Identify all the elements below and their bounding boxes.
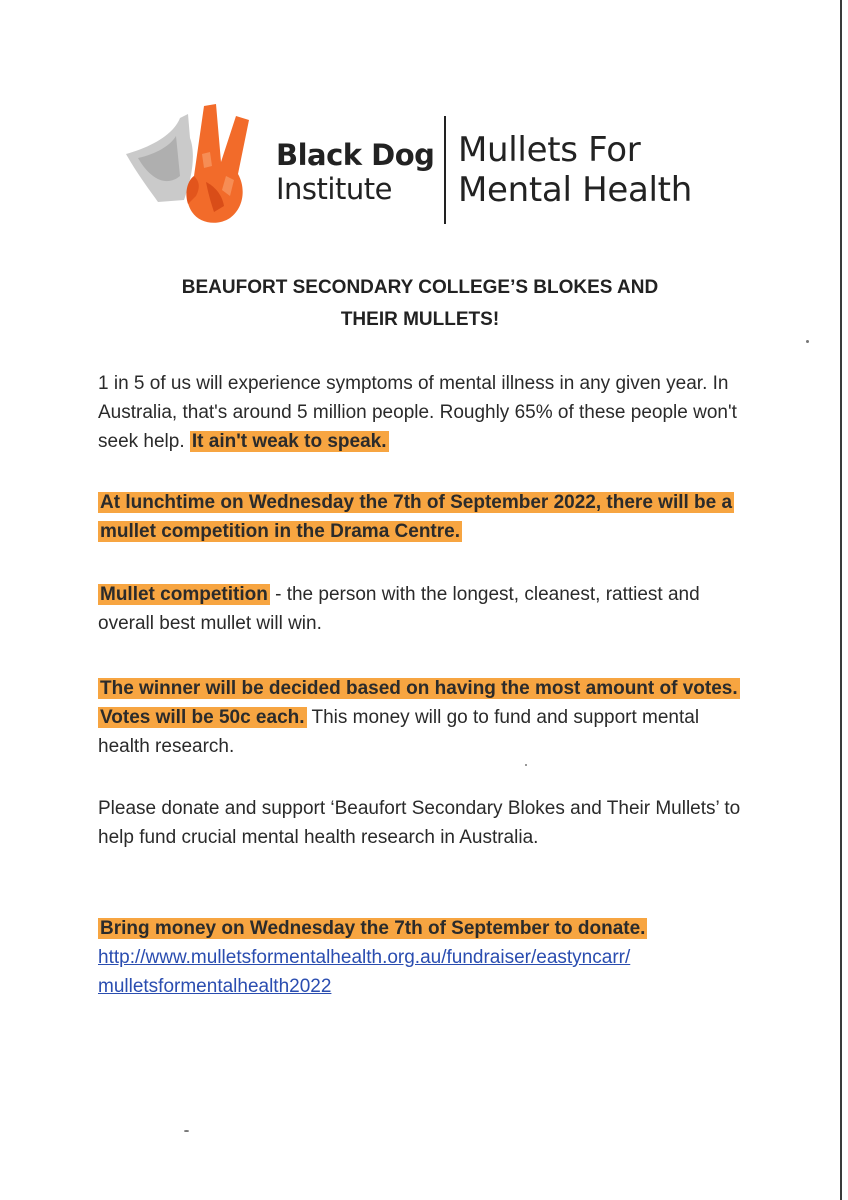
scan-speck xyxy=(806,340,809,343)
fundraiser-link[interactable] xyxy=(98,947,630,997)
competition-paragraph xyxy=(98,580,748,638)
org-name-line1: Black Dog xyxy=(276,138,435,172)
fundraiser-link-line2[interactable]: mulletsformentalhealth2022 xyxy=(98,976,332,997)
logo-header xyxy=(118,96,738,236)
intro-text: 1 in 5 of us will experience symptoms of mental illness in any given year. In Australia, that's around 5 million people. Roughly 65% of these people won't seek help. xyxy=(98,373,737,452)
campaign-name-line1: Mullets For xyxy=(458,130,641,170)
org-name-line2: Institute xyxy=(276,172,392,206)
fundraiser-link-line1[interactable]: http://www.mulletsformentalhealth.org.au/fundraiser/eastyncarr/ xyxy=(98,947,631,968)
logo-divider xyxy=(444,116,446,224)
mullets-for-mental-health-wordmark xyxy=(458,130,692,210)
competition-highlight: Mullet competition xyxy=(100,584,268,605)
intro-paragraph xyxy=(98,369,748,456)
title-line2: THEIR MULLETS! xyxy=(340,309,500,330)
voting-highlight: The winner will be decided based on having the most amount of votes. Votes will be 50c each. xyxy=(100,678,738,728)
scan-speck xyxy=(525,764,527,766)
black-dog-institute-wordmark xyxy=(276,138,434,206)
scan-page-edge xyxy=(840,0,842,1200)
campaign-name-line2: Mental Health xyxy=(458,170,692,210)
donate-text: Please donate and support ‘Beaufort Secondary Blokes and Their Mullets’ to help fund crucial mental health research in Australia. xyxy=(98,798,741,848)
event-paragraph xyxy=(98,488,748,546)
bring-highlight: Bring money on Wednesday the 7th of September to donate. xyxy=(100,918,646,939)
intro-highlight: It ain't weak to speak. xyxy=(191,431,387,452)
peace-hand-logo-icon xyxy=(118,96,278,231)
voting-text: This money will go to fund and support mental health research. xyxy=(98,707,700,757)
voting-paragraph xyxy=(98,674,748,761)
donate-paragraph xyxy=(98,794,748,852)
event-highlight: At lunchtime on Wednesday the 7th of September 2022, there will be a mullet competition in the Drama Centre. xyxy=(100,492,733,542)
bring-paragraph xyxy=(98,914,748,1001)
page-title xyxy=(100,272,740,336)
title-line1: BEAUFORT SECONDARY COLLEGE’S BLOKES AND xyxy=(181,277,659,298)
scan-speck xyxy=(184,1130,189,1132)
competition-text: - the person with the longest, cleanest, rattiest and overall best mullet will win. xyxy=(98,584,700,634)
